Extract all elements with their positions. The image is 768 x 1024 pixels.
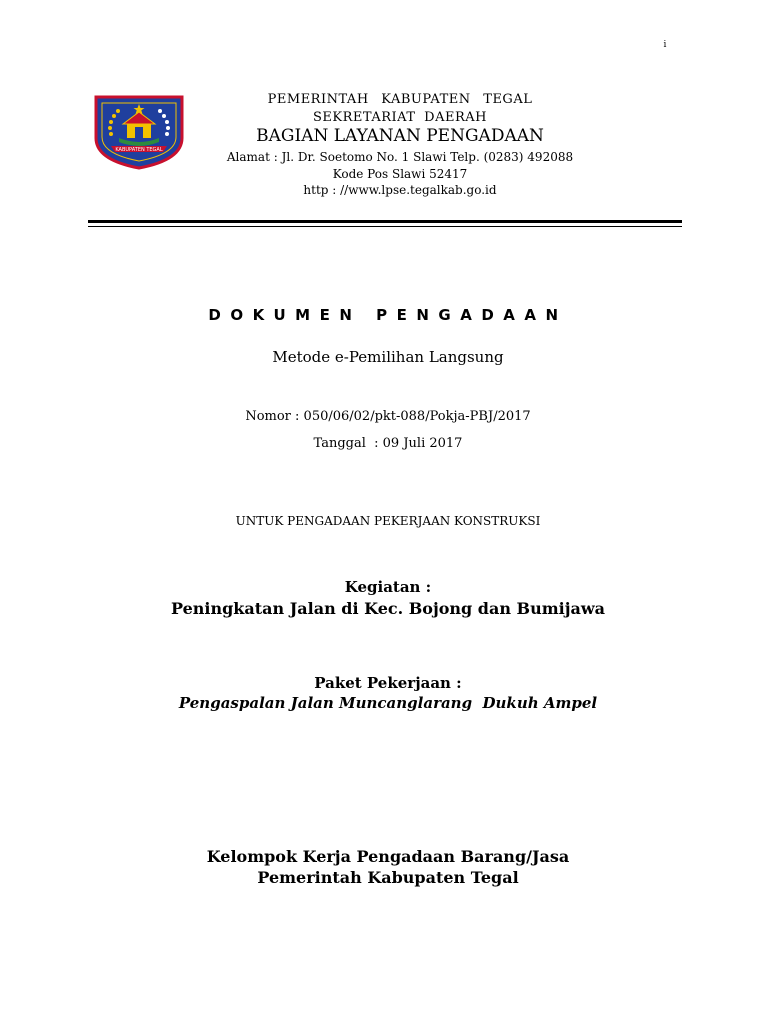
letterhead-government: PEMERINTAH KABUPATEN TEGAL <box>267 92 533 107</box>
page-number: i <box>663 40 667 50</box>
letterhead-postal-code: Kode Pos Slawi 52417 <box>332 167 468 181</box>
letterhead-department: BAGIAN LAYANAN PENGADAAN <box>256 126 544 146</box>
activity-name: Peningkatan Jalan di Kec. Bojong dan Bumijawa <box>170 599 606 618</box>
activity-label: Kegiatan : <box>344 578 432 596</box>
letterhead-secretariat: SEKRETARIAT DAERAH <box>313 110 487 125</box>
svg-text:KABUPATEN TEGAL: KABUPATEN TEGAL <box>115 147 163 153</box>
letterhead-address: Alamat : Jl. Dr. Soetomo No. 1 Slawi Telp. (0283) 492088 <box>226 150 574 164</box>
selection-method: Metode e-Pemilihan Langsung <box>272 348 504 366</box>
letterhead-divider-thick <box>88 220 682 223</box>
kabupaten-tegal-emblem-icon <box>93 94 185 170</box>
letterhead-website: http : //www.lpse.tegalkab.go.id <box>303 183 497 197</box>
work-package-label: Paket Pekerjaan : <box>314 674 462 692</box>
procurement-purpose: UNTUK PENGADAAN PEKERJAAN KONSTRUKSI <box>235 514 541 528</box>
document-date: Tanggal : 09 Juli 2017 <box>313 436 463 451</box>
work-package-name: Pengaspalan Jalan Muncanglarang Dukuh Ampel <box>178 694 598 712</box>
issuer-working-group: Kelompok Kerja Pengadaan Barang/Jasa <box>206 847 570 866</box>
letterhead-divider-thin <box>88 226 682 227</box>
issuer-government: Pemerintah Kabupaten Tegal <box>257 868 519 887</box>
document-title: DOKUMEN PENGADAAN <box>208 306 568 324</box>
document-number: Nomor : 050/06/02/pkt-088/Pokja-PBJ/2017 <box>245 409 531 424</box>
